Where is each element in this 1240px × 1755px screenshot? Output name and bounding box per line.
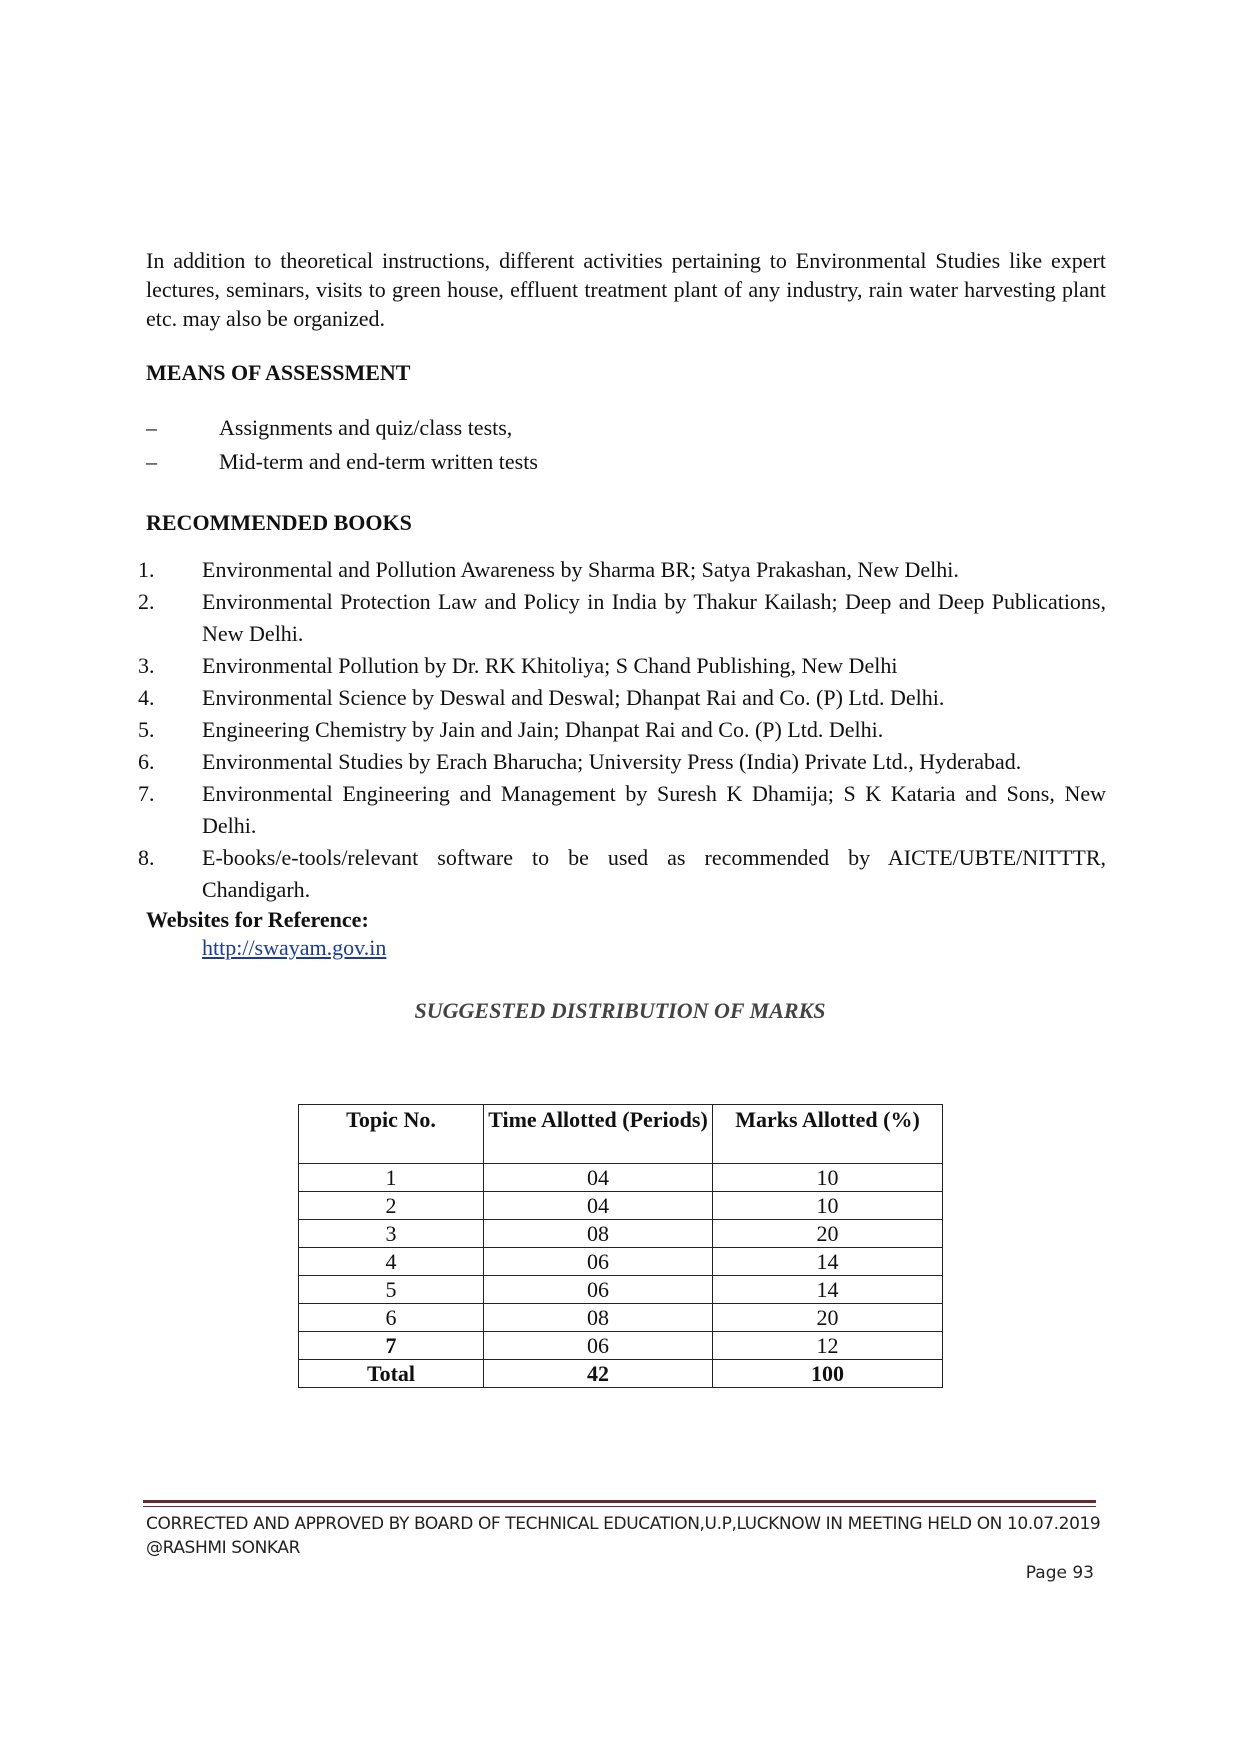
websites-heading: Websites for Reference: (146, 907, 369, 932)
table-row (299, 1164, 943, 1192)
book-text: E-books/e-tools/relevant software to be used as recommended by AICTE/UBTE/NITTTR, Chandigarh. (202, 845, 1106, 902)
means-of-assessment-heading: MEANS OF ASSESSMENT (146, 360, 411, 385)
book-number: 6. (138, 749, 155, 774)
table-row (299, 1248, 943, 1276)
list-item (138, 650, 1106, 682)
topic-cell: 4 (299, 1248, 484, 1276)
time-cell: 04 (484, 1164, 713, 1192)
page-content (138, 246, 1106, 1024)
book-text: Environmental Science by Deswal and Deswal; Dhanpat Rai and Co. (P) Ltd. Delhi. (202, 685, 945, 710)
page-number: Page 93 (1025, 1563, 1094, 1583)
topic-cell: 3 (299, 1220, 484, 1248)
table-row (299, 1332, 943, 1360)
time-cell: 06 (484, 1276, 713, 1304)
total-marks-cell: 100 (713, 1360, 943, 1388)
list-item (138, 842, 1106, 906)
time-cell: 08 (484, 1304, 713, 1332)
list-item (146, 445, 1106, 479)
column-header-topic: Topic No. (299, 1105, 484, 1164)
total-label-cell: Total (299, 1360, 484, 1388)
time-cell: 04 (484, 1192, 713, 1220)
book-number: 1. (138, 557, 155, 582)
list-item (138, 682, 1106, 714)
book-number: 7. (138, 781, 155, 806)
table-row (299, 1220, 943, 1248)
footer-divider-thin (143, 1506, 1096, 1507)
book-text: Environmental Studies by Erach Bharucha; University Press (India) Private Ltd., Hyderabad. (202, 749, 1022, 774)
intro-paragraph: In addition to theoretical instructions, different activities pertaining to Environmental Studies like expert lectures, seminars, visits to green house, effluent treatment plant of any industry, rain water harvesting plant etc. may also be organized. (146, 248, 1106, 331)
list-item (138, 714, 1106, 746)
total-time-cell: 42 (484, 1360, 713, 1388)
book-number: 8. (138, 845, 155, 870)
book-text: Environmental Pollution by Dr. RK Khitoliya; S Chand Publishing, New Delhi (202, 653, 898, 678)
dash-bullet: – (146, 449, 157, 474)
list-item (138, 778, 1106, 842)
marks-cell: 10 (713, 1164, 943, 1192)
column-header-marks: Marks Allotted (%) (713, 1105, 943, 1164)
book-text: Environmental Protection Law and Policy in India by Thakur Kailash; Deep and Deep Publications, New Delhi. (202, 589, 1106, 646)
recommended-books-heading: RECOMMENDED BOOKS (146, 510, 412, 535)
table-header-row (299, 1105, 943, 1164)
topic-cell: 2 (299, 1192, 484, 1220)
table-row (299, 1304, 943, 1332)
book-number: 5. (138, 717, 155, 742)
books-list (138, 554, 1106, 906)
book-text: Environmental Engineering and Management by Suresh K Dhamija; S K Kataria and Sons, New Delhi. (202, 781, 1106, 838)
table-total-row (299, 1360, 943, 1388)
swayam-link[interactable]: http://swayam.gov.in (202, 935, 387, 960)
topic-cell: 1 (299, 1164, 484, 1192)
table-row (299, 1192, 943, 1220)
table-title (0, 998, 1097, 1024)
book-number: 2. (138, 589, 155, 614)
time-cell: 08 (484, 1220, 713, 1248)
marks-distribution-table (298, 1104, 943, 1388)
assessment-item-text: Assignments and quiz/class tests, (219, 415, 513, 440)
marks-cell: 14 (713, 1248, 943, 1276)
column-header-time: Time Allotted (Periods) (484, 1105, 713, 1164)
topic-cell: 5 (299, 1276, 484, 1304)
time-cell: 06 (484, 1248, 713, 1276)
marks-cell: 14 (713, 1276, 943, 1304)
assessment-item-text: Mid-term and end-term written tests (219, 449, 538, 474)
marks-cell: 10 (713, 1192, 943, 1220)
marks-cell: 20 (713, 1304, 943, 1332)
book-number: 4. (138, 685, 155, 710)
list-item (138, 586, 1106, 650)
marks-cell: 20 (713, 1220, 943, 1248)
book-number: 3. (138, 653, 155, 678)
list-item (146, 411, 1106, 445)
time-cell: 06 (484, 1332, 713, 1360)
dash-bullet: – (146, 415, 157, 440)
book-text: Environmental and Pollution Awareness by Sharma BR; Satya Prakashan, New Delhi. (202, 557, 959, 582)
book-text: Engineering Chemistry by Jain and Jain; Dhanpat Rai and Co. (P) Ltd. Delhi. (202, 717, 884, 742)
footer-approval-text: CORRECTED AND APPROVED BY BOARD OF TECHNICAL EDUCATION,U.P,LUCKNOW IN MEETING HELD ON 10.07.2019 @RASHMI SONKAR (146, 1514, 1101, 1558)
table-title-text: SUGGESTED DISTRIBUTION OF MARKS (414, 998, 826, 1023)
assessment-list (146, 411, 1106, 479)
table-row (299, 1276, 943, 1304)
list-item (138, 554, 1106, 586)
list-item (138, 746, 1106, 778)
marks-cell: 12 (713, 1332, 943, 1360)
topic-cell: 6 (299, 1304, 484, 1332)
footer-divider (143, 1500, 1096, 1503)
topic-cell: 7 (299, 1332, 484, 1360)
